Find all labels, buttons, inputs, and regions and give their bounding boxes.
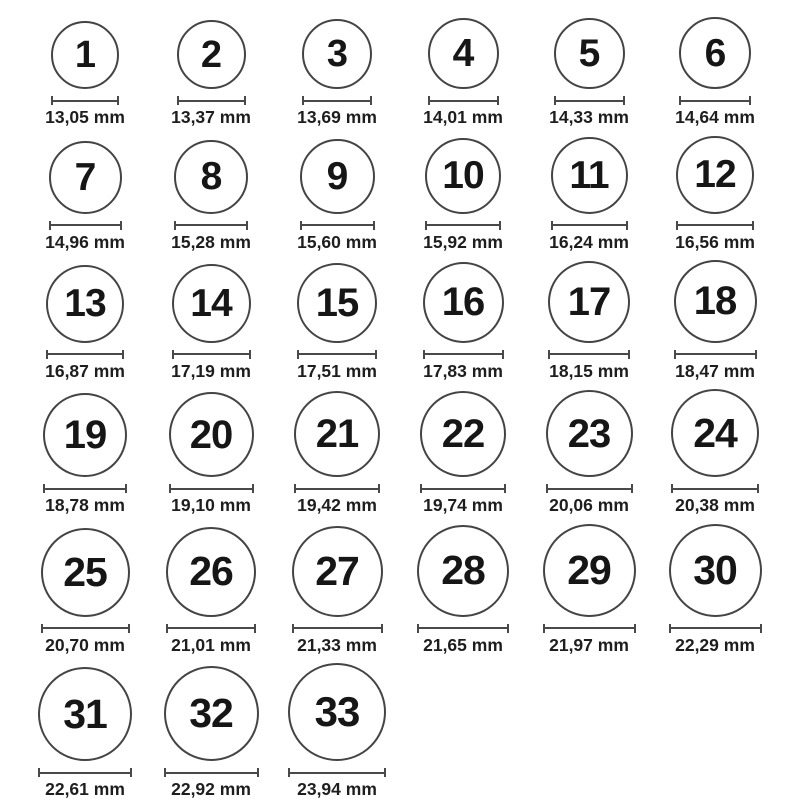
diameter-ruler: [676, 221, 754, 230]
ring-size-number: 6: [704, 31, 726, 75]
ring-size-number: 21: [315, 412, 359, 457]
diameter-label: 19,74 mm: [423, 495, 503, 516]
diameter-ruler: [38, 768, 132, 777]
ring-size-number: 16: [441, 280, 485, 325]
ring-size-item: [417, 525, 509, 656]
ring-size-item: [675, 136, 755, 253]
diameter-label: 17,51 mm: [297, 360, 377, 381]
diameter-label: 21,33 mm: [297, 634, 377, 655]
ring-size-number: 26: [189, 548, 233, 595]
diameter-label: 17,83 mm: [423, 360, 503, 381]
ring-size-number: 31: [63, 690, 107, 737]
ring-size-item: [674, 260, 757, 382]
ring-size-number: 14: [190, 281, 232, 325]
ring-size-item: [423, 18, 503, 128]
ring-size-item: [549, 18, 629, 128]
ring-circle: [543, 524, 636, 617]
ring-circle: [46, 265, 124, 343]
diameter-ruler: [554, 96, 625, 105]
ring-circle: [669, 524, 762, 617]
ring-circle: [671, 389, 759, 477]
ring-size-number: 24: [693, 409, 737, 456]
ring-size-number: 8: [200, 155, 222, 199]
ring-circle: [172, 264, 251, 343]
diameter-ruler: [174, 221, 248, 230]
ring-size-number: 20: [189, 412, 233, 457]
ring-size-item: [45, 21, 125, 128]
ring-circle: [551, 137, 628, 214]
ring-size-item: [546, 390, 633, 516]
ring-size-number: 13: [64, 282, 106, 326]
ring-size-item: [675, 17, 755, 128]
diameter-label: 21,97 mm: [549, 634, 629, 655]
diameter-ruler: [292, 624, 383, 633]
ring-circle: [177, 20, 246, 89]
ring-size-number: 25: [63, 548, 107, 595]
diameter-label: 19,42 mm: [297, 495, 377, 516]
ring-size-item: [420, 391, 506, 516]
diameter-ruler: [674, 350, 757, 359]
diameter-label: 16,87 mm: [45, 360, 125, 381]
ring-size-item: [171, 20, 251, 128]
diameter-ruler: [51, 96, 119, 105]
ring-size-item: [45, 141, 125, 253]
ring-circle: [302, 19, 372, 89]
ring-size-item: [288, 663, 386, 800]
diameter-label: 19,10 mm: [171, 495, 251, 516]
diameter-ruler: [46, 350, 124, 359]
ring-size-number: 23: [567, 411, 611, 456]
diameter-ruler: [679, 96, 751, 105]
ring-size-item: [43, 393, 127, 516]
diameter-label: 13,69 mm: [297, 107, 377, 128]
diameter-ruler: [297, 350, 377, 359]
ring-size-item: [671, 389, 759, 516]
diameter-label: 22,29 mm: [675, 634, 755, 655]
ring-size-item: [297, 263, 377, 382]
diameter-label: 14,33 mm: [549, 107, 629, 128]
ring-size-number: 22: [441, 412, 485, 457]
diameter-label: 14,01 mm: [423, 107, 503, 128]
diameter-ruler: [428, 96, 499, 105]
ring-size-number: 33: [314, 688, 360, 735]
ring-circle: [288, 663, 386, 761]
ring-circle: [51, 21, 119, 89]
ring-size-item: [423, 138, 503, 253]
diameter-ruler: [302, 96, 372, 105]
diameter-ruler: [425, 221, 501, 230]
ring-size-number: 10: [442, 154, 484, 198]
ring-size-number: 9: [326, 154, 348, 198]
diameter-label: 14,64 mm: [675, 107, 755, 128]
ring-size-item: [297, 139, 377, 253]
ring-size-item: [292, 526, 383, 656]
diameter-label: 17,19 mm: [171, 360, 251, 381]
ring-size-number: 27: [315, 547, 359, 594]
ring-circle: [676, 136, 754, 214]
diameter-ruler: [546, 484, 633, 493]
ring-circle: [679, 17, 751, 89]
ring-circle: [292, 526, 383, 617]
ring-circle: [49, 141, 122, 214]
diameter-ruler: [41, 624, 130, 633]
ring-size-item: [164, 666, 259, 800]
diameter-label: 22,61 mm: [45, 779, 125, 799]
diameter-label: 23,94 mm: [297, 779, 377, 799]
diameter-label: 21,65 mm: [423, 634, 503, 655]
ring-size-number: 15: [315, 280, 359, 325]
diameter-ruler: [288, 768, 386, 777]
diameter-label: 22,92 mm: [171, 779, 251, 799]
ring-size-number: 18: [693, 279, 737, 324]
diameter-ruler: [169, 484, 254, 493]
diameter-label: 15,28 mm: [171, 231, 251, 252]
ring-circle: [41, 528, 130, 617]
ring-circle: [166, 527, 256, 617]
diameter-ruler: [172, 350, 251, 359]
ring-size-number: 30: [693, 546, 737, 593]
ring-circle: [674, 260, 757, 343]
diameter-label: 20,70 mm: [45, 634, 125, 655]
diameter-label: 15,92 mm: [423, 231, 503, 252]
diameter-label: 21,01 mm: [171, 634, 251, 655]
ring-size-item: [669, 524, 762, 656]
diameter-label: 14,96 mm: [45, 231, 125, 252]
diameter-label: 16,24 mm: [549, 231, 629, 252]
diameter-label: 18,78 mm: [45, 495, 125, 516]
diameter-label: 20,38 mm: [675, 495, 755, 516]
ring-size-number: 17: [567, 279, 611, 324]
diameter-ruler: [294, 484, 380, 493]
diameter-ruler: [43, 484, 127, 493]
ring-circle: [548, 261, 630, 343]
ring-size-number: 29: [567, 546, 611, 593]
ring-circle: [420, 391, 506, 477]
ring-circle: [174, 140, 248, 214]
ring-size-item: [41, 528, 130, 656]
ring-circle: [38, 667, 132, 761]
ring-size-number: 4: [452, 32, 474, 76]
ring-circle: [294, 391, 380, 477]
ring-size-number: 12: [694, 153, 736, 197]
ring-size-item: [548, 261, 630, 382]
diameter-ruler: [423, 350, 504, 359]
diameter-ruler: [300, 221, 375, 230]
diameter-ruler: [420, 484, 506, 493]
ring-size-item: [171, 264, 251, 382]
diameter-ruler: [671, 484, 759, 493]
ring-circle: [423, 262, 504, 343]
diameter-ruler: [548, 350, 630, 359]
diameter-ruler: [551, 221, 628, 230]
ring-circle: [164, 666, 259, 761]
diameter-ruler: [49, 221, 122, 230]
diameter-ruler: [177, 96, 246, 105]
diameter-label: 18,47 mm: [675, 360, 755, 381]
ring-size-number: 3: [326, 33, 348, 76]
ring-circle: [169, 392, 254, 477]
diameter-label: 20,06 mm: [549, 495, 629, 516]
ring-circle: [300, 139, 375, 214]
diameter-ruler: [164, 768, 259, 777]
ring-size-item: [169, 392, 254, 516]
diameter-ruler: [166, 624, 256, 633]
ring-size-number: 2: [200, 33, 222, 76]
ring-size-item: [38, 667, 132, 800]
ring-size-number: 7: [74, 155, 96, 199]
ring-circle: [425, 138, 501, 214]
diameter-label: 16,56 mm: [675, 231, 755, 252]
ring-size-item: [171, 140, 251, 253]
ring-size-number: 32: [189, 690, 233, 736]
diameter-ruler: [669, 624, 762, 633]
ring-size-item: [423, 262, 504, 382]
ring-size-number: 28: [441, 547, 485, 594]
ring-size-item: [45, 265, 125, 382]
ring-circle: [428, 18, 499, 89]
ring-size-number: 19: [63, 413, 107, 458]
ring-circle: [43, 393, 127, 477]
diameter-label: 13,37 mm: [171, 107, 251, 128]
ring-size-number: 5: [578, 32, 600, 76]
ring-circle: [554, 18, 625, 89]
ring-circle: [417, 525, 509, 617]
diameter-ruler: [417, 624, 509, 633]
ring-size-number: 1: [74, 34, 96, 77]
ring-size-item: [549, 137, 629, 253]
ring-size-item: [543, 524, 636, 656]
diameter-label: 15,60 mm: [297, 231, 377, 252]
diameter-ruler: [543, 624, 636, 633]
ring-size-item: [166, 527, 256, 656]
diameter-label: 18,15 mm: [549, 360, 629, 381]
diameter-label: 13,05 mm: [45, 107, 125, 128]
ring-size-item: [297, 19, 377, 128]
ring-size-item: [294, 391, 380, 516]
ring-circle: [546, 390, 633, 477]
ring-circle: [297, 263, 377, 343]
ring-size-number: 11: [569, 153, 609, 197]
